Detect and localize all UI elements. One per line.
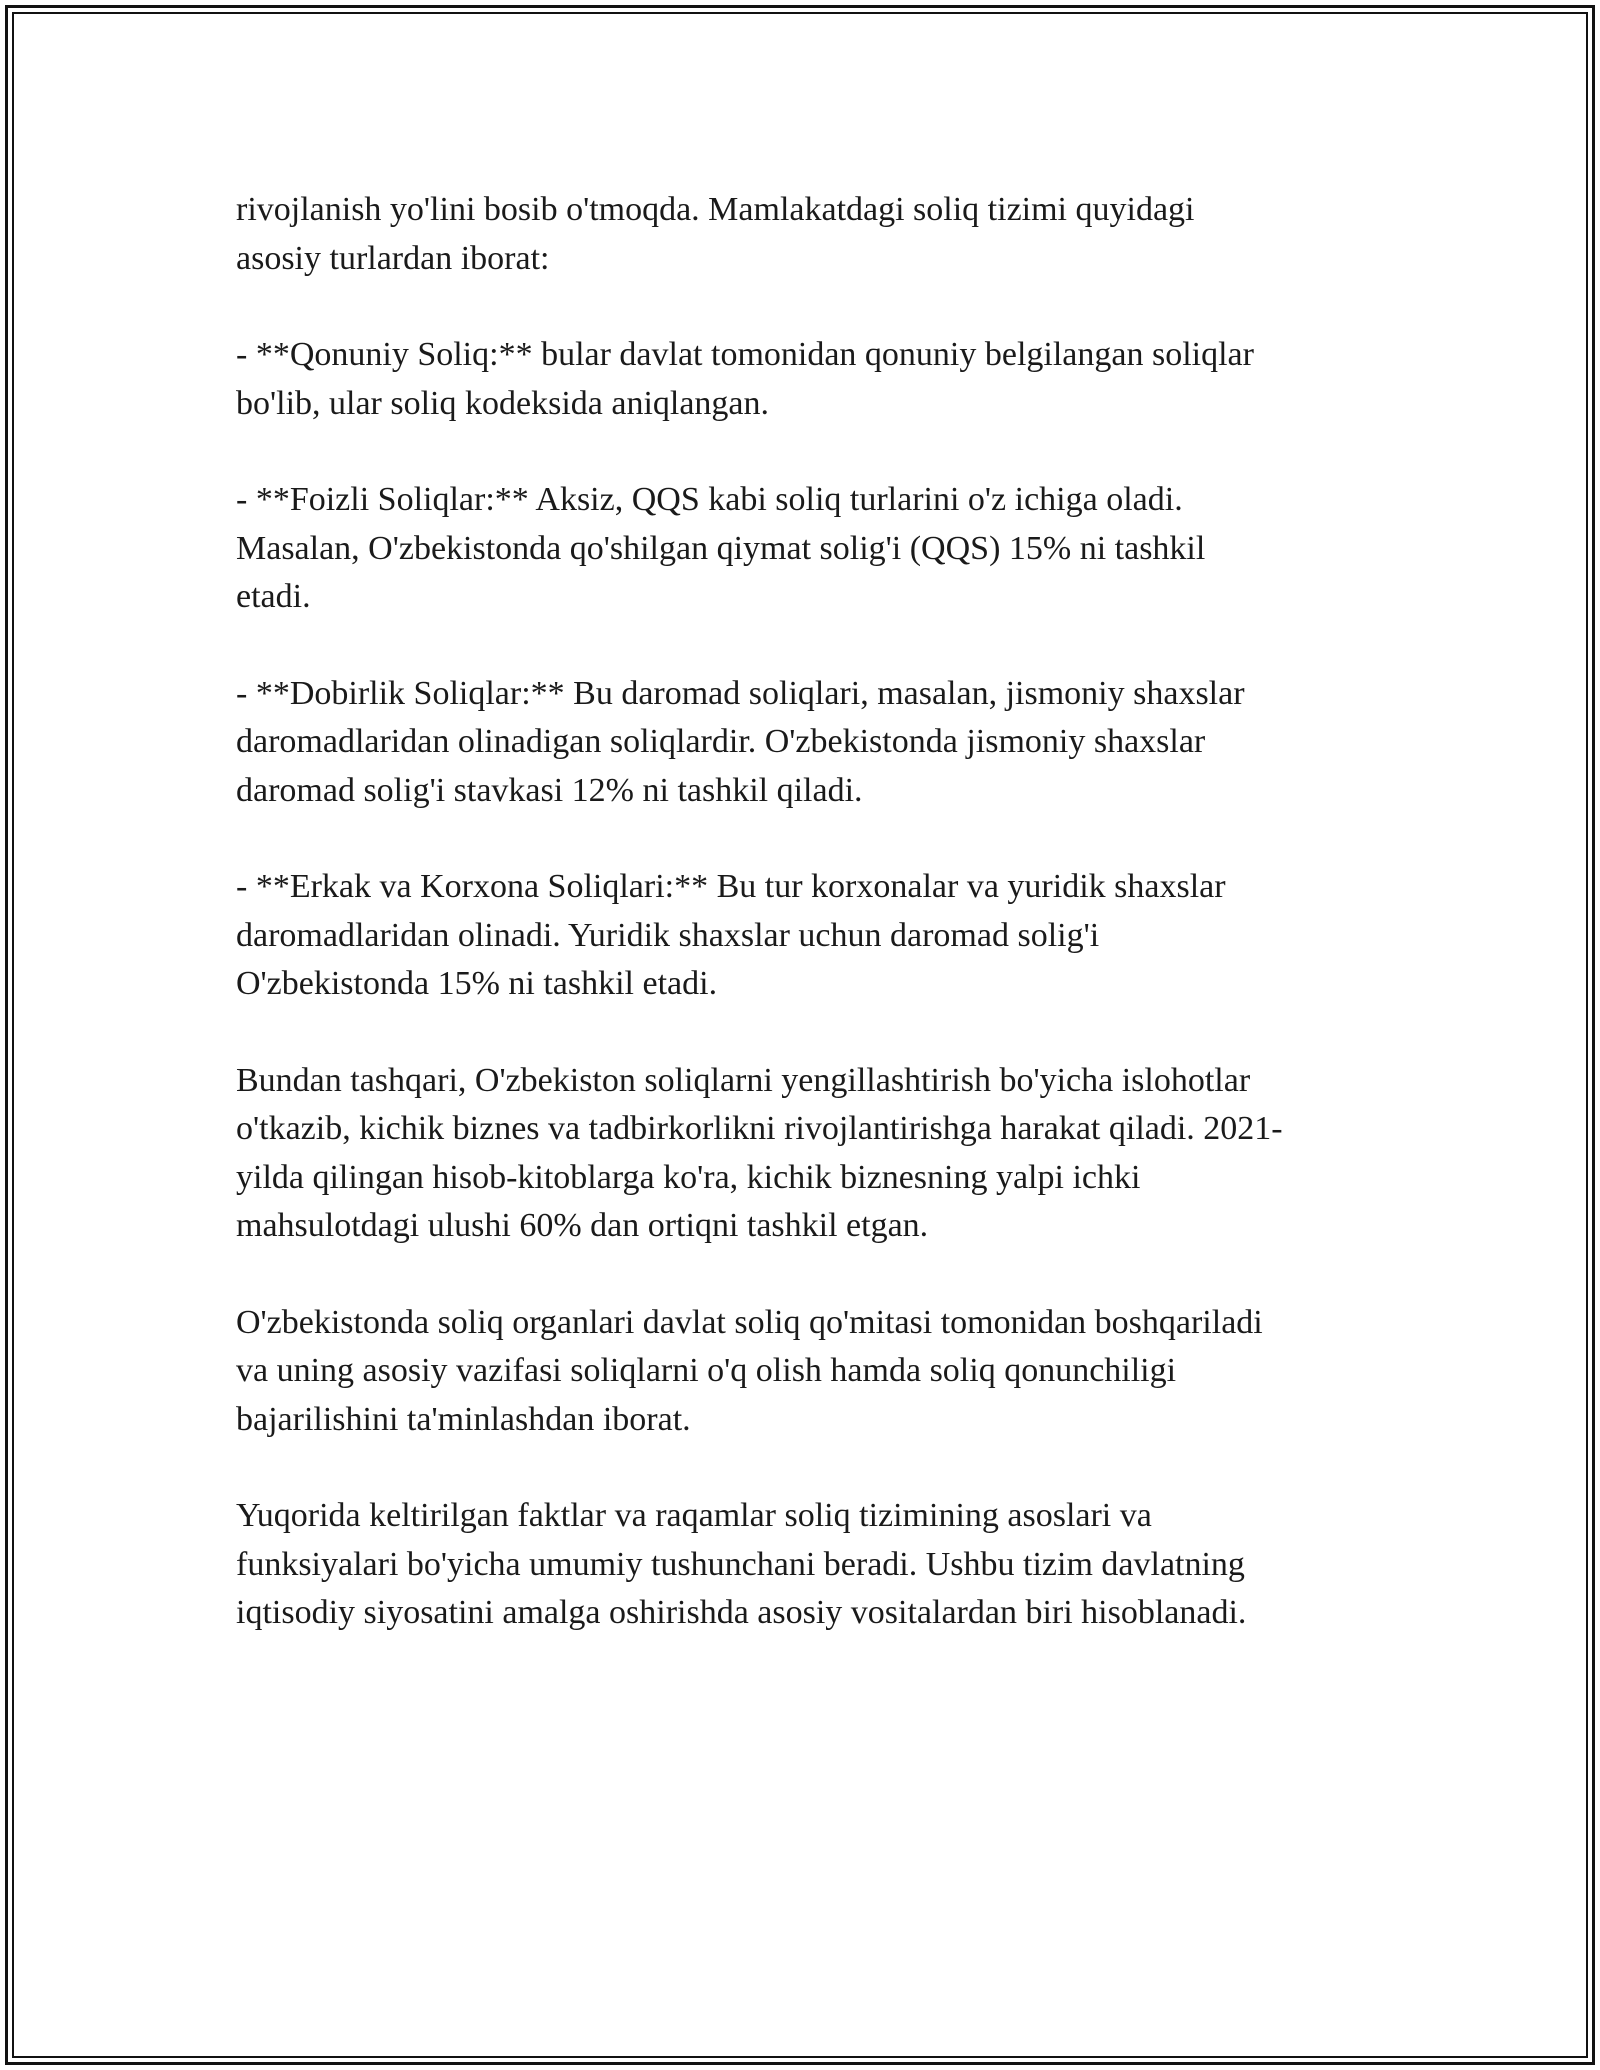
text-line: Masalan, O'zbekistonda qo'shilgan qiymat solig'i (QQS) 15% ni tashkil [236, 529, 1206, 567]
paragraph-conclusion [236, 1492, 1386, 1638]
text-line: Yuqorida keltirilgan faktlar va raqamlar soliq tizimining asoslari va [236, 1497, 1152, 1534]
paragraph-korxona-soliqlari [236, 863, 1386, 1009]
paragraph-islohotlar [236, 1057, 1386, 1251]
text-line: yilda qilingan hisob-kitoblarga ko'ra, kichik biznesning yalpi ichki [236, 1158, 1141, 1196]
paragraph-qonuniy-soliq [236, 331, 1386, 428]
text-line: daromadlaridan olinadigan soliqlardir. O'zbekistonda jismoniy shaxslar [236, 723, 1206, 760]
text-line: rivojlanish yo'lini bosib o'tmoqda. Mamlakatdagi soliq tizimi quyidagi [236, 191, 1195, 228]
text-line: - **Erkak va Korxona Soliqlari:** Bu tur korxonalar va yuridik shaxslar [236, 868, 1226, 905]
text-line: bo'lib, ular soliq kodeksida aniqlangan. [236, 384, 770, 422]
paragraph-soliq-organlari [236, 1299, 1386, 1445]
text-line: funksiyalari bo'yicha umumiy tushunchani beradi. Ushbu tizim davlatning [236, 1545, 1245, 1583]
paragraph-dobirlik-soliqlar [236, 670, 1386, 816]
text-line: O'zbekistonda soliq organlari davlat soliq qo'mitasi tomonidan boshqariladi [236, 1303, 1263, 1341]
document-body [236, 186, 1386, 1686]
paragraph-intro-continuation [236, 186, 1386, 283]
text-line: Bundan tashqari, O'zbekiston soliqlarni yengillashtirish bo'yicha islohotlar [236, 1061, 1251, 1099]
text-line: iqtisodiy siyosatini amalga oshirishda asosiy vositalardan biri hisoblanadi. [236, 1594, 1247, 1631]
text-line: daromad solig'i stavkasi 12% ni tashkil qiladi. [236, 771, 863, 809]
text-line: bajarilishini ta'minlashdan iborat. [236, 1400, 691, 1438]
text-line: - **Qonuniy Soliq:** bular davlat tomonidan qonuniy belgilangan soliqlar [236, 336, 1254, 373]
text-line: - **Dobirlik Soliqlar:** Bu daromad soliqlari, masalan, jismoniy shaxslar [236, 674, 1245, 712]
text-line: daromadlaridan olinadi. Yuridik shaxslar uchun daromad solig'i [236, 916, 1100, 954]
paragraph-foizli-soliqlar [236, 476, 1386, 622]
text-line: O'zbekistonda 15% ni tashkil etadi. [236, 965, 718, 1002]
text-line: mahsulotdagi ulushi 60% dan ortiqni tashkil etgan. [236, 1207, 929, 1244]
text-line: etadi. [236, 578, 311, 615]
text-line: - **Foizli Soliqlar:** Aksiz, QQS kabi soliq turlarini o'z ichiga oladi. [236, 481, 1183, 518]
text-line: va uning asosiy vazifasi soliqlarni o'q olish hamda soliq qonunchiligi [236, 1352, 1177, 1389]
text-line: o'tkazib, kichik biznes va tadbirkorlikni rivojlantirishga harakat qiladi. 2021- [236, 1110, 1283, 1147]
text-line: asosiy turlardan iborat: [236, 239, 550, 277]
